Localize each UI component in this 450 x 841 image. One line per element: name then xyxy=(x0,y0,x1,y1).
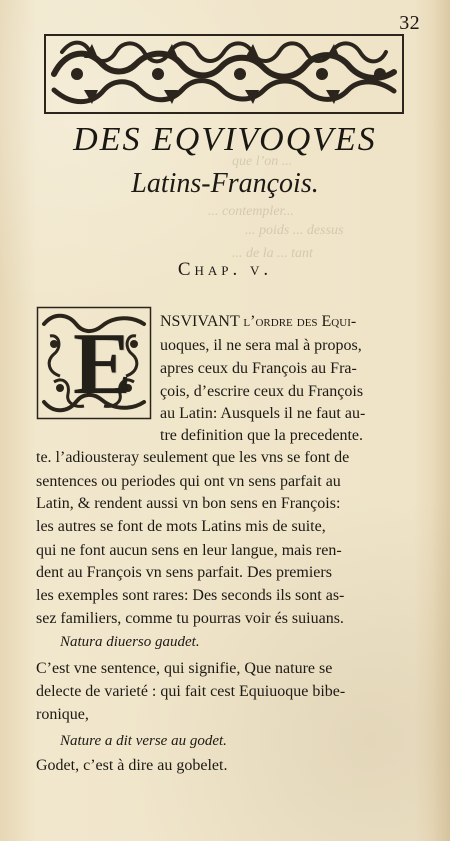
body-line-12: dent au François vn sens parfait. Des premiers xyxy=(36,564,332,581)
latin-quote: Natura diuerso gaudet. xyxy=(60,634,200,650)
body-line-17: delecte de varieté : qui fait cest Equiuoque bibe- xyxy=(36,683,346,700)
page-title: DES EQVIVOQVES xyxy=(73,121,377,158)
bleedthrough-line-3: ... poids ... dessus xyxy=(245,223,344,238)
page-subtitle: Latins-François. xyxy=(131,168,319,199)
body-line-20: Godet, c’est à dire au gobelet. xyxy=(36,757,228,774)
body-line-11: qui ne font aucun sens en leur langue, mais ren- xyxy=(36,542,342,559)
body-line-8: sentences ou periodes qui ont vn sens parfait au xyxy=(36,473,341,490)
body-line-6: tre definition que la precedente. xyxy=(160,427,364,444)
body-line-10: les autres se font de mots Latins mis de suite, xyxy=(36,518,326,535)
decorative-header-ornament xyxy=(44,34,404,114)
body-line-14: sez familiers, comme tu pourras voir és suiuans. xyxy=(36,610,344,627)
body-line-2: uoques, il ne sera mal à propos, xyxy=(160,337,362,354)
body-line-13: les exemples sont rares: Des seconds ils sont as- xyxy=(36,587,345,604)
body-line-9: Latin, & rendent aussi vn bon sens en François: xyxy=(36,495,341,512)
body-line-18: ronique, xyxy=(36,706,89,723)
drop-cap-letter: E xyxy=(73,316,132,413)
page-number: 32 xyxy=(399,12,420,34)
french-quote: Nature a dit verse au godet. xyxy=(60,733,227,749)
bleedthrough-line-1: que l’on ... xyxy=(232,154,293,169)
body-line-4: çois, d’escrire ceux du François xyxy=(160,383,364,400)
bleedthrough-line-2: ... contempler... xyxy=(208,204,294,219)
body-line-5: au Latin: Ausquels il ne faut au- xyxy=(160,405,366,422)
chapter-heading: Chap. v. xyxy=(177,259,273,280)
bleedthrough-line-4: ... de la ... tant xyxy=(232,246,313,261)
body-line-7: te. l’adiousteray seulement que les vns se font de xyxy=(36,449,350,466)
body-line-3: apres ceux du François au Fra- xyxy=(160,360,357,377)
body-line-16: C’est vne sentence, qui signifie, Que nature se xyxy=(36,660,333,677)
body-line-1: NSVIVANT l’ordre des Equi- xyxy=(160,313,357,330)
